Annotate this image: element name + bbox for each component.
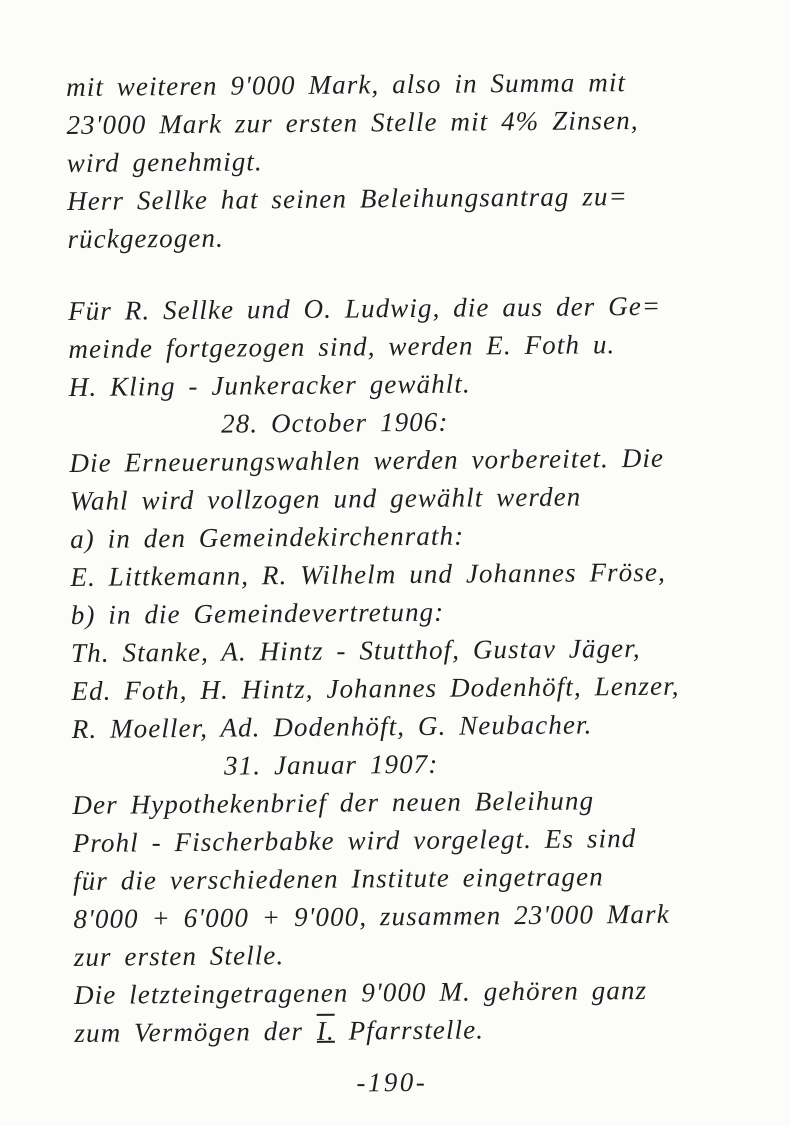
line-suffix: Pfarrstelle. (335, 1014, 485, 1046)
handwritten-line: 23'000 Mark zur ersten Stelle mit 4% Zinsen, (66, 105, 639, 140)
handwritten-line: mit weiteren 9'000 Mark, also in Summa mit (66, 67, 627, 102)
handwritten-line: Th. Stanke, A. Hintz - Stutthof, Gustav Jäger, (70, 633, 641, 668)
handwritten-line: Die letzteingetragenen 9'000 M. gehören ganz (73, 974, 648, 1010)
handwritten-line: a) in den Gemeindekirchenrath: (69, 520, 465, 554)
handwritten-line: Die Erneuerungswahlen werden vorbereitet. Die (69, 442, 665, 478)
handwritten-line: meinde fortgezogen sind, werden E. Foth u. (68, 329, 616, 364)
handwritten-line: zur ersten Stelle. (73, 940, 285, 972)
handwritten-line: Der Hypothekenbrief der neuen Beleihung (72, 785, 595, 820)
date-heading-januar-1907: 31. Januar 1907: (223, 748, 439, 781)
handwritten-line: Ed. Foth, H. Hintz, Johannes Dodenhöft, Lenzer, (71, 670, 680, 706)
handwritten-line: H. Kling - Junkeracker gewählt. (68, 368, 471, 402)
handwritten-text-block (66, 62, 769, 1104)
handwritten-line: wird genehmigt. (66, 146, 263, 178)
roman-numeral-first-pfarrstelle: I. (316, 1015, 335, 1046)
handwritten-line: Herr Sellke hat seinen Beleihungsantrag zu= (67, 181, 628, 216)
handwritten-line (74, 1008, 768, 1052)
handwritten-line: rückgezogen. (67, 222, 225, 254)
handwritten-line: E. Littkemann, R. Wilhelm und Johannes Fröse, (70, 556, 666, 592)
handwritten-line: Prohl - Fischerbabke wird vorgelegt. Es sind (72, 823, 637, 858)
handwritten-line: 8'000 + 6'000 + 9'000, zusammen 23'000 Mark (73, 898, 670, 934)
handwritten-line: Für R. Sellke und O. Ludwig, die aus der Ge= (67, 290, 662, 326)
handwritten-line: für die verschiedenen Institute eingetragen (72, 861, 604, 896)
date-heading-october-1906: 28. October 1906: (220, 406, 449, 439)
handwritten-line: b) in die Gemeindevertretung: (70, 596, 445, 630)
handwritten-line: R. Moeller, Ad. Dodenhöft, G. Neubacher. (71, 709, 593, 744)
page-number: -190- (356, 1066, 428, 1098)
line-prefix: zum Vermögen der (74, 1015, 316, 1048)
handwritten-line: Wahl wird vollzogen und gewählt werden (69, 481, 582, 516)
